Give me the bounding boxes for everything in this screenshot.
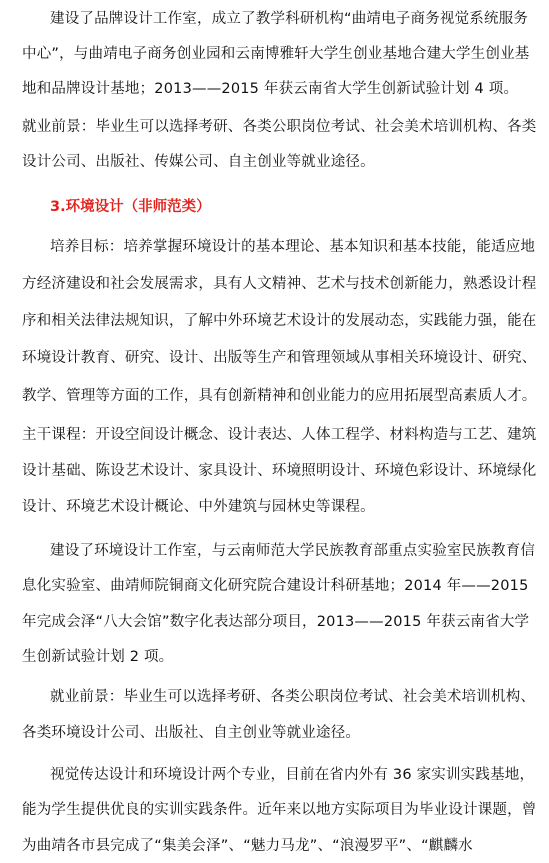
- paragraph-line: 建设了环境设计工作室，与云南师范大学民族教育部重点实验室民族教育信: [50, 543, 536, 559]
- paragraph-line: 生创新试验计划 2 项。: [22, 649, 174, 665]
- paragraph-line: 设计公司、出版社、传媒公司、自主创业等就业途径。: [22, 154, 375, 170]
- paragraph-line: 主干课程：开设空间设计概念、设计表达、人体工程学、材料构造与工艺、建筑: [22, 427, 537, 443]
- paragraph-line: 方经济建设和社会发展需求，具有人文精神、艺术与技术创新能力，熟悉设计程: [22, 276, 537, 292]
- paragraph-line: 序和相关法律法规知识，了解中外环境艺术设计的发展动态，实践能力强，能在: [22, 313, 537, 329]
- paragraph-line: 设计基础、陈设艺术设计、家具设计、环境照明设计、环境色彩设计、环境绿化: [22, 463, 537, 479]
- paragraph-line: 中心”，与曲靖电子商务创业园和云南博雅轩大学生创业基地合建大学生创业基: [22, 46, 530, 62]
- paragraph-line: 息化实验室、曲靖师院铜商文化研究院合建设计科研基地；2014 年——2015: [22, 578, 529, 594]
- paragraph-line: 视觉传达设计和环境设计两个专业，目前在省内外有 36 家实训实践基地，: [50, 767, 535, 783]
- paragraph-line: 能为学生提供优良的实训实践条件。近年来以地方实际项目为毕业设计课题，曾: [22, 802, 537, 818]
- paragraph-line: 各类环境设计公司、出版社、自主创业等就业途径。: [22, 725, 361, 741]
- paragraph-line: 年完成会泽“八大会馆”数字化表达部分项目，2013——2015 年获云南省大学: [22, 614, 530, 630]
- paragraph-line: 地和品牌设计基地；2013——2015 年获云南省大学生创新试验计划 4 项。: [22, 81, 519, 97]
- paragraph-line: 设计、环境艺术设计概论、中外建筑与园林史等课程。: [22, 499, 375, 515]
- paragraph-line: 环境设计教育、研究、设计、出版等生产和管理领域从事相关环境设计、研究、: [22, 350, 537, 366]
- paragraph-line: 就业前景：毕业生可以选择考研、各类公职岗位考试、社会美术培训机构、各类: [22, 119, 537, 135]
- paragraph-line: 建设了品牌设计工作室，成立了教学科研机构“曲靖电子商务视觉系统服务: [50, 11, 529, 27]
- paragraph-line: 就业前景：毕业生可以选择考研、各类公职岗位考试、社会美术培训机构、: [50, 689, 536, 705]
- paragraph-line: 为曲靖各市县完成了“集美会泽”、“魅力马龙”、“浪漫罗平”、“麒麟水: [22, 838, 473, 854]
- paragraph-line: 培养目标：培养掌握环境设计的基本理论、基本知识和基本技能，能适应地: [50, 239, 536, 255]
- paragraph-line: 教学、管理等方面的工作，具有创新精神和创业能力的应用拓展型高素质人才。: [22, 388, 537, 404]
- section-heading: 3.环境设计（非师范类）: [50, 199, 211, 215]
